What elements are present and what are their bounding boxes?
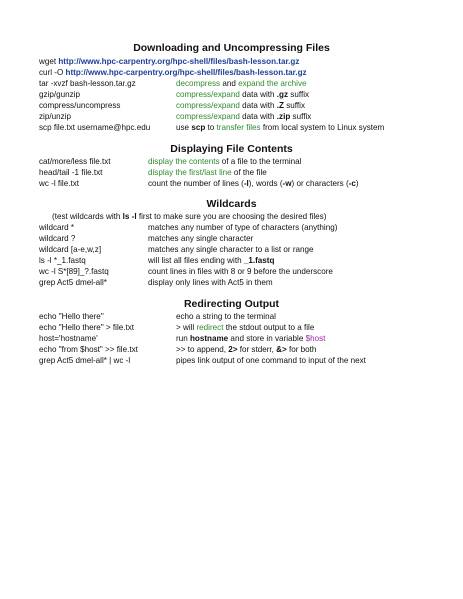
- echo-redirect-description: [176, 323, 314, 333]
- desc-part: 2>: [228, 345, 238, 354]
- desc-part: for stderr,: [237, 345, 277, 354]
- grep-command: grep Act5 dmel-all*: [39, 278, 107, 287]
- desc-part: to: [205, 123, 217, 132]
- desc-part: ) or characters (: [291, 179, 349, 188]
- zip-command: zip/unzip: [39, 112, 71, 121]
- wildcard-star-description: matches any number of type of characters (anything): [148, 223, 338, 232]
- desc-part: use: [176, 123, 192, 132]
- wc-fastq-description: count lines in files with 8 or 9 before the underscore: [148, 267, 333, 276]
- grep-description: display only lines with Act5 in them: [148, 278, 273, 287]
- wildcard-question-description: matches any single character: [148, 234, 254, 243]
- desc-part: _1.fastq: [243, 256, 275, 265]
- scp-command: scp file.txt username@hpc.edu: [39, 123, 151, 132]
- desc-part: data with: [239, 112, 277, 121]
- desc-part: transfer files: [216, 123, 261, 132]
- desc-part: the stdout output to a file: [223, 323, 315, 332]
- desc-part: suffix: [284, 101, 305, 110]
- wildcard-question-command: wildcard ?: [39, 234, 76, 243]
- note-part: first to make sure you are choosing the desired files): [136, 212, 327, 221]
- desc-part: count the number of lines (: [148, 179, 244, 188]
- cat-command: cat/more/less file.txt: [39, 157, 111, 166]
- gzip-description: [176, 90, 309, 100]
- section-title-wildcards: Wildcards: [206, 198, 257, 210]
- wget-command: wget: [39, 57, 59, 66]
- compress-description: [176, 101, 305, 111]
- grep-pipe-description: pipes link output of one command to input of the next: [176, 356, 366, 365]
- desc-part: data with: [239, 101, 277, 110]
- desc-part: and store in variable: [228, 334, 306, 343]
- desc-part: data with: [239, 90, 277, 99]
- gzip-command: gzip/gunzip: [39, 90, 80, 99]
- desc-part: ), words (: [248, 179, 283, 188]
- head-command: head/tail -1 file.txt: [39, 168, 103, 177]
- desc-part: suffix: [288, 90, 310, 99]
- desc-part: .Z: [276, 101, 284, 110]
- echo-redirect-command: echo "Hello there" > file.txt: [39, 323, 135, 332]
- echo-description: echo a string to the terminal: [176, 312, 276, 321]
- desc-part: hostname: [189, 334, 229, 343]
- scp-description: [176, 123, 384, 133]
- desc-part: .zip: [276, 112, 291, 121]
- wc-command: wc -l file.txt: [39, 179, 80, 188]
- section-title-redirecting: Redirecting Output: [183, 298, 280, 310]
- cat-description: [148, 157, 301, 167]
- desc-part: .gz: [276, 90, 289, 99]
- host-command: host='hostname': [39, 334, 98, 343]
- echo-append-command: echo "from $host" >> file.txt: [39, 345, 138, 354]
- compress-command: compress/uncompress: [39, 101, 121, 110]
- echo-append-description: [176, 345, 316, 355]
- host-description: [176, 334, 325, 344]
- desc-part: ): [355, 179, 359, 188]
- wc-fastq-command: wc -l S*[89]_?.fastq: [39, 267, 109, 276]
- wildcards-note: [52, 212, 326, 222]
- desc-part: display the contents: [148, 157, 220, 166]
- desc-part: -w: [282, 179, 292, 188]
- wget-url-link[interactable]: http://www.hpc-carpentry.org/hpc-shell/files/bash-lesson.tar.gz: [58, 57, 300, 66]
- wildcard-range-command: wildcard [a-e,w,z]: [39, 245, 102, 254]
- desc-part: and: [220, 79, 239, 88]
- desc-part: suffix: [290, 112, 312, 121]
- head-description: [148, 168, 267, 178]
- desc-part: of the file: [231, 168, 267, 177]
- curl-line: [39, 68, 307, 78]
- ls-description: [148, 256, 274, 266]
- tar-description: [176, 79, 307, 89]
- echo-command: echo "Hello there": [39, 312, 104, 321]
- wildcard-star-command: wildcard *: [39, 223, 75, 232]
- desc-part: scp: [191, 123, 206, 132]
- note-part: (test wildcards with: [52, 212, 123, 221]
- desc-part: of a file to the terminal: [219, 157, 302, 166]
- desc-part: from local system to Linux system: [260, 123, 385, 132]
- desc-part: run: [176, 334, 190, 343]
- wildcard-range-description: matches any single character to a list or range: [148, 245, 314, 254]
- desc-part: display the first/last line: [148, 168, 232, 177]
- wget-line: [39, 57, 299, 67]
- desc-part: expand the archive: [238, 79, 307, 88]
- desc-part: -c: [348, 179, 356, 188]
- desc-part: &>: [276, 345, 287, 354]
- note-part: ls -l: [122, 212, 137, 221]
- desc-part: compress/expand: [176, 90, 240, 99]
- section-title-displaying: Displaying File Contents: [170, 143, 293, 155]
- desc-part: decompress: [176, 79, 221, 88]
- desc-part: >> to append,: [176, 345, 229, 354]
- tar-command: tar -xvzf bash-lesson.tar.gz: [39, 79, 136, 88]
- desc-part: redirect: [196, 323, 224, 332]
- ls-command: ls -l *_1.fastq: [39, 256, 86, 265]
- desc-part: compress/expand: [176, 112, 240, 121]
- desc-part: > will: [176, 323, 197, 332]
- curl-url-link[interactable]: http://www.hpc-carpentry.org/hpc-shell/files/bash-lesson.tar.gz: [65, 68, 307, 77]
- desc-part: $host: [305, 334, 326, 343]
- zip-description: [176, 112, 311, 122]
- wc-description: [148, 179, 359, 189]
- desc-part: for both: [286, 345, 317, 354]
- desc-part: -l: [243, 179, 249, 188]
- grep-pipe-command: grep Act5 dmel-all* | wc -l: [39, 356, 131, 365]
- curl-command: curl -O: [39, 68, 66, 77]
- desc-part: will list all files ending with: [148, 256, 244, 265]
- desc-part: compress/expand: [176, 101, 240, 110]
- section-title-downloading: Downloading and Uncompressing Files: [133, 42, 330, 54]
